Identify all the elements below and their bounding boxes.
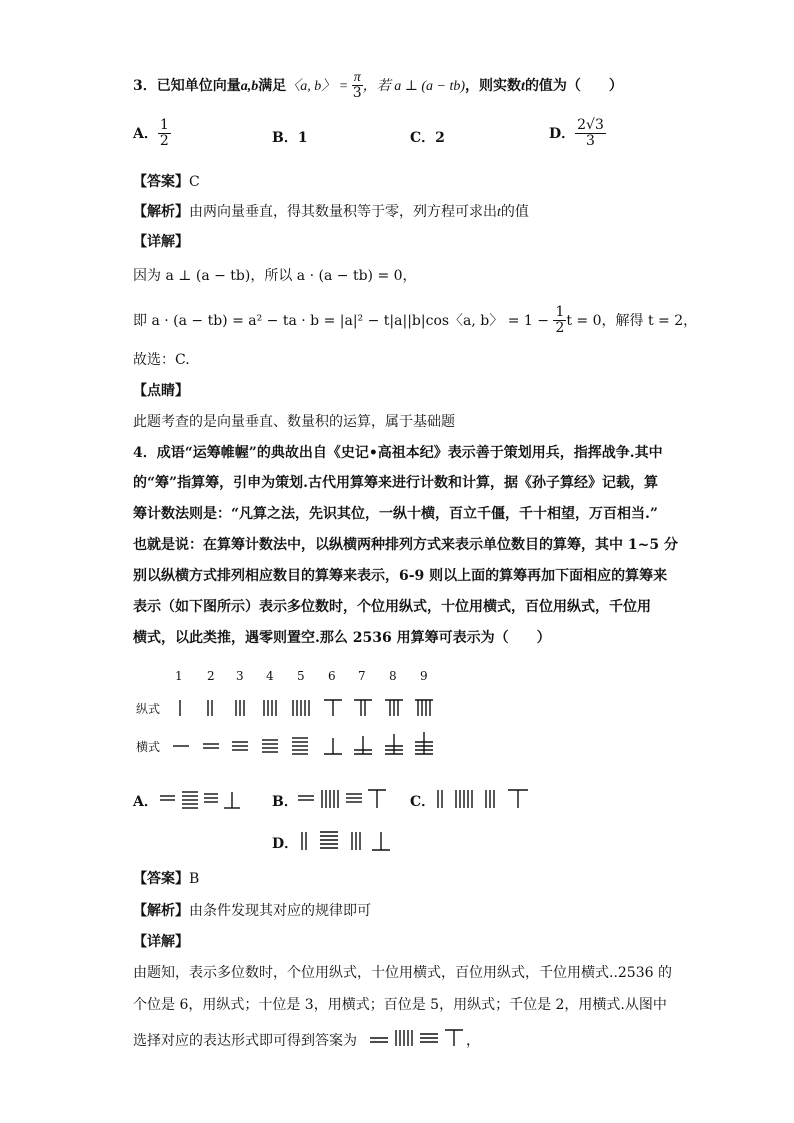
- rod-horizontal-4: [262, 740, 278, 752]
- rod-horizontal-7: [354, 736, 372, 754]
- q4-option-c-label: C．: [410, 794, 436, 810]
- q3-option-d-num: 2√3: [577, 117, 604, 133]
- rod-horizontal-2: [203, 744, 219, 748]
- q3-comment-tag: 【点睛】: [133, 383, 189, 399]
- q3-line2-one: 1: [555, 304, 565, 320]
- rod-vertical-9: [415, 700, 433, 716]
- q3-detail-line-1: 因为 a ⊥ (a − tb)，所以 a · (a − tb) = 0，: [133, 268, 417, 284]
- q3-option-c: C．2: [410, 130, 445, 146]
- option-b-rods: [298, 790, 386, 808]
- rod-horizontal-6: [324, 738, 342, 754]
- q3-option-d-den: 3: [586, 133, 595, 150]
- q3-answer-value: C: [189, 174, 200, 190]
- q3-pi: π: [353, 70, 361, 85]
- q3-line2-two: 2: [555, 320, 565, 337]
- rod-horizontal-3: [232, 742, 248, 750]
- q3-option-a-den: 2: [159, 133, 169, 150]
- q4-detail-1: 由题知，表示多位数时，个位用纵式，十位用横式，百位用纵式，千位用横式..2536 的: [133, 965, 672, 981]
- q4-para-7: 横式，以此类推，遇零则置空.那么 2536 用算筹可表示为（ ）: [133, 630, 551, 646]
- digit-6: 6: [328, 669, 336, 683]
- q4-detail-comma: ，: [466, 1033, 480, 1049]
- answer-rods: [370, 1030, 463, 1046]
- q3-analysis-text: 由两向量垂直，得其数量积等于零，列方程可求出: [189, 204, 497, 220]
- digit-7: 7: [358, 669, 366, 683]
- q4-answer-value: B: [189, 871, 200, 887]
- q3-angle: 〈a, b〉 =: [286, 78, 352, 94]
- row-label-horizontal: 横式: [136, 740, 161, 754]
- option-c-rods: [438, 790, 528, 808]
- q3-comment: 此题考查的是向量垂直、数量积的运算，属于基础题: [133, 414, 455, 430]
- q4-option-d-label: D．: [272, 836, 299, 852]
- q3-t: t: [521, 78, 525, 94]
- rod-horizontal-8: [385, 734, 403, 754]
- q4-analysis: [133, 900, 371, 920]
- rod-horizontal-9: [415, 732, 433, 754]
- q3-detail-tag: 【详解】: [133, 234, 189, 250]
- q4-para-1: 4．成语“运筹帷幄”的典故出自《史记•高祖本纪》表示善于策划用兵，指挥战争.其中: [133, 445, 663, 461]
- q4-option-b-label: B．: [272, 794, 298, 810]
- rod-vertical-3: [236, 700, 244, 716]
- row-label-vertical: 纵式: [136, 702, 161, 716]
- digit-2: 2: [207, 669, 215, 683]
- digit-3: 3: [236, 669, 244, 683]
- q3-analysis-t: t: [497, 205, 501, 220]
- rod-horizontal-5: [292, 738, 308, 754]
- q3-stem-end: 的值为（ ）: [524, 77, 623, 94]
- digit-8: 8: [389, 669, 397, 683]
- q4-para-3: 筹计数法则是：“凡算之法，先识其位，一纵十横，百立千僵，千十相望，万百相当.”: [133, 506, 658, 522]
- q3-condition: ，若 a ⊥ (a − tb): [362, 78, 466, 94]
- digit-5: 5: [297, 669, 305, 683]
- q3-answer-tag: 【答案】: [133, 174, 189, 190]
- q4-para-5: 别以纵横方式排列相应数目的算筹来表示，6-9 则以上面的算筹再加下面相应的算筹来: [133, 568, 668, 584]
- q4-para-2: 的“筹”指算筹，引申为策划.古代用算筹来进行计数和计算，据《孙子算经》记载，算: [133, 475, 658, 491]
- q4-analysis-text: 由条件发现其对应的规律即可: [189, 903, 371, 919]
- q3-stem-pre: 3．已知单位向量: [133, 77, 241, 94]
- q4-detail-3: 选择对应的表达形式即可得到答案为: [133, 1033, 357, 1049]
- q3-stem-mid: 满足: [258, 77, 287, 94]
- rod-vertical-5: [293, 700, 309, 716]
- q3-option-a-label: A．: [133, 125, 158, 142]
- q4-detail-2: 个位是 6，用纵式；十位是 3，用横式；百位是 5，用纵式；千位是 2，用横式.从图中: [133, 997, 667, 1013]
- digit-9: 9: [420, 669, 428, 683]
- q3-analysis-end: 的值: [500, 204, 529, 220]
- q3-stem-post: ，则实数: [465, 77, 522, 94]
- q4-answer: [133, 868, 199, 888]
- q4-analysis-tag: 【解析】: [133, 903, 189, 919]
- q4-para-6: 表示（如下图所示）表示多位数时，个位用纵式，十位用横式，百位用纵式，千位用: [133, 599, 651, 615]
- q3-option-d-label: D．: [549, 125, 576, 142]
- q3-conclusion: 故选：C.: [133, 352, 190, 368]
- q3-option-a-num: 1: [159, 117, 169, 133]
- rod-vertical-7: [354, 700, 372, 716]
- q4-detail-tag: 【详解】: [133, 934, 189, 950]
- rod-vertical-6: [324, 700, 342, 716]
- rod-vertical-8: [385, 700, 403, 716]
- q3-three: 3: [352, 85, 362, 102]
- digit-4: 4: [266, 669, 274, 683]
- q3-line2-pre: 即 a · (a − tb) = a² − ta · b = |a|² − t|a||b|cos〈a, b〉 = 1 −: [133, 312, 554, 329]
- option-a-rods: [160, 792, 240, 808]
- rod-vertical-4: [264, 700, 276, 716]
- q4-para-4: 也就是说：在算筹计数法中，以纵横两种排列方式来表示单位数目的算筹，其中 1~5 分: [133, 537, 678, 553]
- q3-analysis-tag: 【解析】: [133, 204, 189, 220]
- q3-line2-post: t = 0，解得 t = 2，: [566, 312, 698, 329]
- digit-1: 1: [175, 669, 183, 683]
- q4-option-a-label: A．: [133, 794, 158, 810]
- q3-option-b: B．1: [272, 130, 308, 146]
- q3-stem-vec: a,b: [240, 78, 259, 94]
- rod-vertical-2: [208, 700, 212, 716]
- q4-answer-tag: 【答案】: [133, 871, 189, 887]
- option-d-rods: [302, 832, 390, 850]
